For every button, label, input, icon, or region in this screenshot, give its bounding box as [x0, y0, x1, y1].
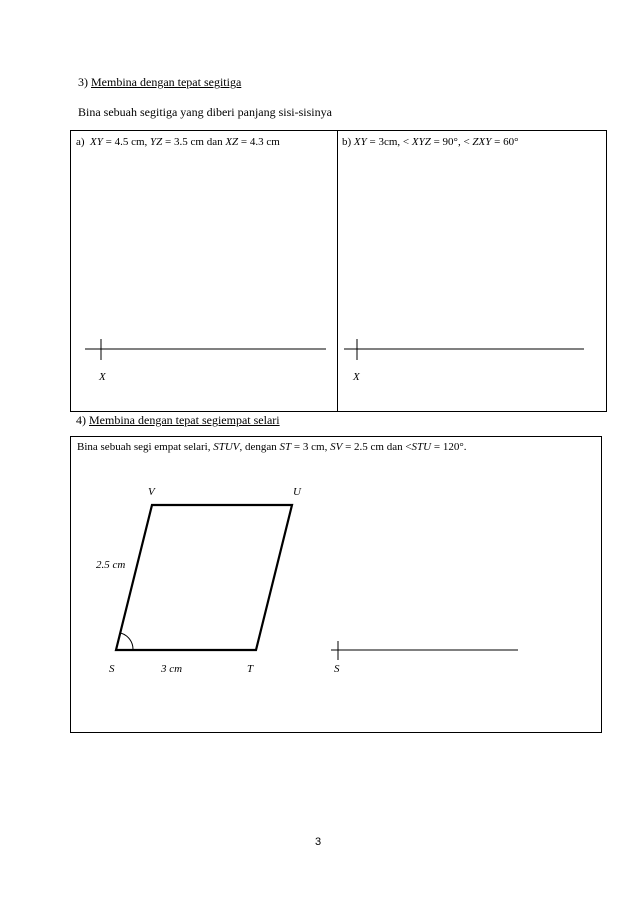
part-a-segment-xy: XY [90, 136, 103, 148]
part-a-value-xy: = 4.5 cm, [102, 136, 151, 148]
instruction-st: ST [279, 441, 292, 453]
section-4-box [70, 436, 602, 733]
part-b-value-zxy: = 60° [491, 136, 519, 148]
section-4-instruction [77, 441, 466, 453]
part-b-value-xy: = 3cm, < [366, 136, 412, 148]
part-a-segment-yz: YZ [150, 136, 163, 148]
vertex-s-label: S [109, 663, 115, 675]
instruction-intro: Bina sebuah segi empat selari, [77, 441, 214, 453]
section-3-number: 3) [78, 75, 88, 89]
page-number: 3 [315, 836, 322, 848]
side-st-label: 3 cm [161, 663, 183, 675]
part-a-point-x: X [99, 371, 106, 383]
part-b-value-xyz: = 90°, < [430, 136, 473, 148]
part-b-point-x: X [353, 371, 360, 383]
section-4-heading [76, 413, 280, 428]
part-a-label: a) [76, 136, 85, 148]
vertex-v-label: V [148, 486, 155, 498]
vertex-u-label: U [293, 486, 301, 498]
construction-point-s: S [334, 663, 340, 675]
part-a-segment-xz: XZ [225, 136, 239, 148]
instruction-sv-value: = 2.5 cm dan < [342, 441, 412, 453]
part-a-value-xz: = 4.3 cm [238, 136, 280, 148]
section-4-title: Membina dengan tepat segiempat selari [89, 413, 280, 427]
instruction-sv: SV [330, 441, 343, 453]
part-a-value-yz: = 3.5 cm dan [162, 136, 226, 148]
section-4-number: 4) [76, 413, 86, 427]
section-3-title: Membina dengan tepat segitiga [91, 75, 242, 89]
part-b-angle-xyz: XYZ [411, 136, 431, 148]
side-sv-label: 2.5 cm [96, 559, 126, 571]
instruction-angle-value: = 120°. [431, 441, 467, 453]
part-b-segment-xy: XY [353, 136, 367, 148]
part-b-angle-zxy: ZXY [472, 136, 492, 148]
instruction-with: , dengan [239, 441, 280, 453]
section-3-instruction: Bina sebuah segitiga yang diberi panjang sisi-sisinya [78, 105, 332, 119]
part-b-label: b) [342, 136, 352, 148]
instruction-st-value: = 3 cm, [291, 441, 331, 453]
instruction-stu: STU [411, 441, 432, 453]
vertex-t-label: T [247, 663, 254, 675]
instruction-stuv: STUV [213, 441, 240, 453]
